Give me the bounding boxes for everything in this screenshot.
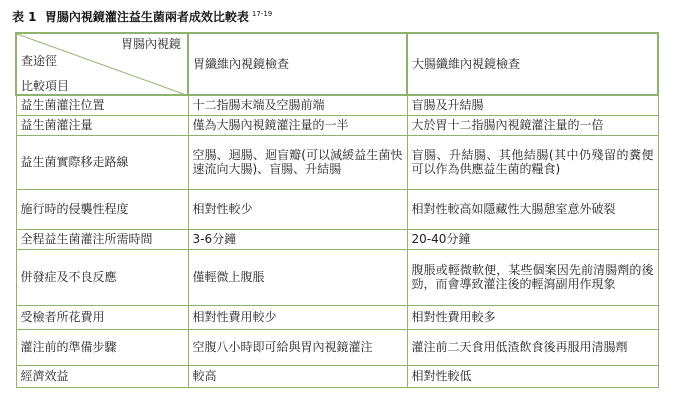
- corner-bottom-label: 比較項目: [21, 79, 70, 93]
- colono-cell: 大於胃十二指腸內視鏡灌注量的一倍: [407, 115, 658, 135]
- gastro-cell: 空腹八小時即可給與胃內視鏡灌注: [188, 329, 407, 365]
- colono-cell: 灌注前二天食用低渣飲食後再服用清腸劑: [407, 329, 658, 365]
- colono-cell: 相對性較低: [407, 365, 658, 387]
- corner-top-label: 胃腸內視鏡: [120, 37, 181, 51]
- row-item: 益生菌實際移走路線: [16, 135, 188, 189]
- table-row: [16, 229, 658, 249]
- row-item: 益生菌灌注量: [16, 115, 188, 135]
- gastro-cell: 3-6分鐘: [188, 229, 407, 249]
- colono-cell: 相對性費用較多: [407, 305, 658, 329]
- table-row: [16, 115, 658, 135]
- row-item: 受檢者所花費用: [16, 305, 188, 329]
- row-item: 併發症及不良反應: [16, 249, 188, 305]
- corner-middle-label: 查途徑: [21, 54, 58, 68]
- table-row: [16, 305, 658, 329]
- table-row: [16, 135, 658, 189]
- header-colonoscopy: 大腸纖維內視鏡檢查: [407, 33, 658, 95]
- gastro-cell: 十二指腸末端及空腸前端: [188, 95, 407, 115]
- gastro-cell: 僅為大腸內視鏡灌注量的一半: [188, 115, 407, 135]
- table-header-row: [16, 33, 658, 95]
- colono-cell: 盲腸、升結腸、其他結腸(其中仍殘留的糞便可以作為供應益生菌的糧食): [407, 135, 658, 189]
- table-row: [16, 249, 658, 305]
- table-row: [16, 329, 658, 365]
- corner-header-cell: [16, 33, 188, 95]
- gastro-cell: 相對性費用較少: [188, 305, 407, 329]
- colono-cell: 相對性較高如隱藏性大腸憩室意外破裂: [407, 189, 658, 229]
- caption-title: 胃腸內視鏡灌注益生菌兩者成效比較表: [44, 10, 249, 24]
- header-gastroscopy: 胃纖維內視鏡檢查: [188, 33, 407, 95]
- row-item: 施行時的侵襲性程度: [16, 189, 188, 229]
- colono-cell: 20-40分鐘: [407, 229, 658, 249]
- gastro-cell: 相對性較少: [188, 189, 407, 229]
- colono-cell: 腹脹或輕微軟便，某些個案因先前清腸劑的後勁，而會導致灌注後的輕瀉副用作現象: [407, 249, 658, 305]
- caption-references: 17-19: [251, 10, 273, 18]
- table-row: [16, 365, 658, 387]
- caption-label: 表 1: [12, 10, 37, 24]
- gastro-cell: 空腸、迴腸、迴盲瓣(可以減緩益生菌快速流向大腸)、盲腸、升結腸: [188, 135, 407, 189]
- table-row: [16, 189, 658, 229]
- gastro-cell: 較高: [188, 365, 407, 387]
- row-item: 益生菌灌注位置: [16, 95, 188, 115]
- row-item: 全程益生菌灌注所需時間: [16, 229, 188, 249]
- colono-cell: 盲腸及升結腸: [407, 95, 658, 115]
- row-item: 灌注前的準備步驟: [16, 329, 188, 365]
- table-caption: [12, 8, 272, 26]
- table-row: [16, 95, 658, 115]
- gastro-cell: 僅輕微上腹脹: [188, 249, 407, 305]
- comparison-table: [15, 32, 659, 388]
- row-item: 經濟效益: [16, 365, 188, 387]
